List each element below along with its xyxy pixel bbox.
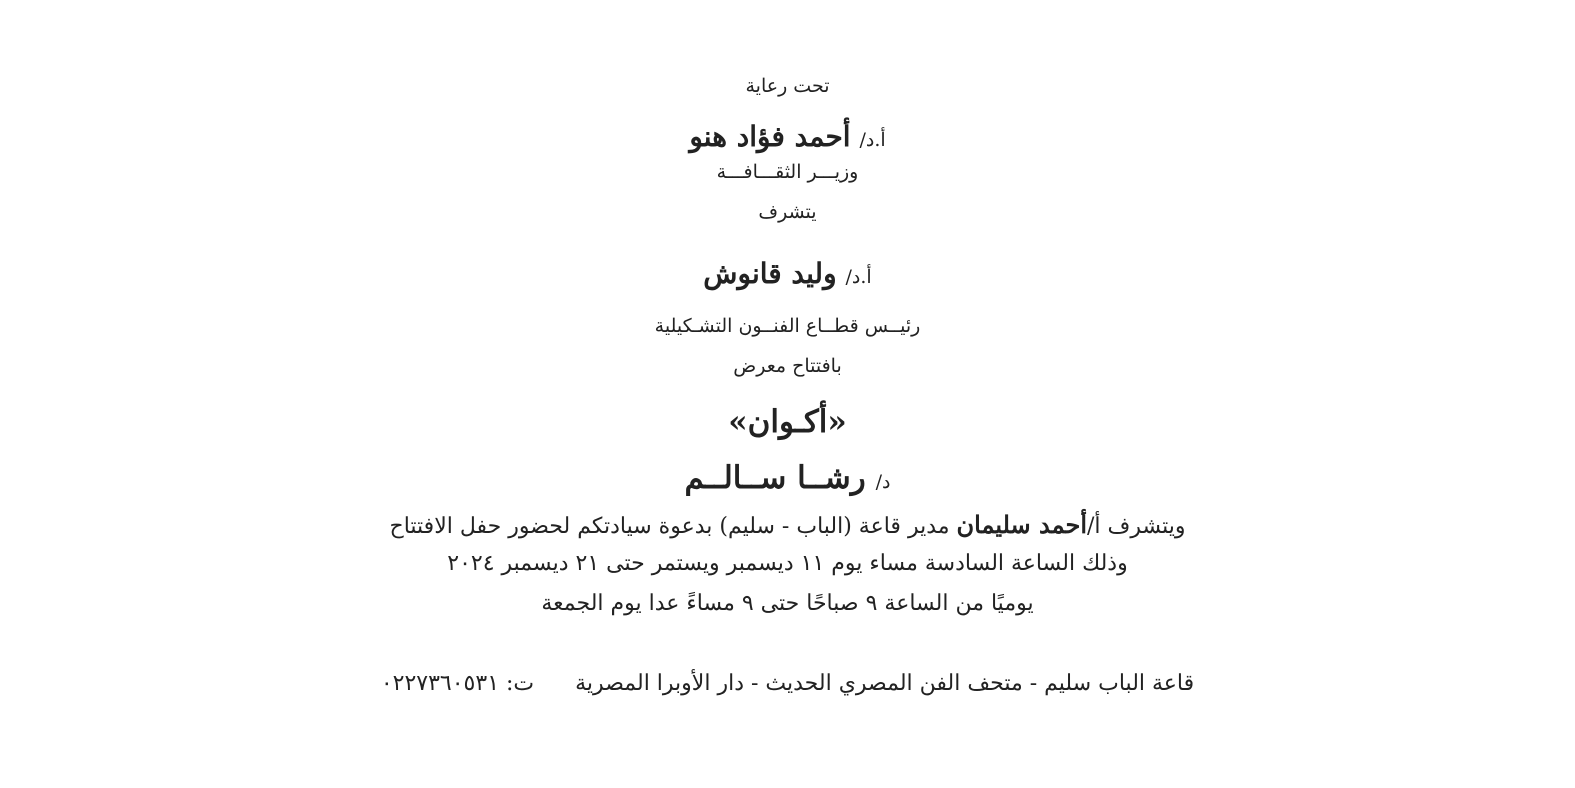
host-verb: يتشرف bbox=[758, 201, 817, 223]
host-prefix: أ.د/ bbox=[845, 266, 872, 288]
invitation-line-3: يوميًا من الساعة ٩ صباحًا حتى ٩ مساءً عدا يوم الجمعة bbox=[541, 591, 1034, 616]
host-action: بافتتاح معرض bbox=[733, 355, 842, 377]
invitation-line-1 bbox=[0, 510, 1575, 539]
minister-name: أحمد فؤاد هنو bbox=[689, 120, 851, 153]
artist-line bbox=[0, 460, 1575, 496]
minister-title: وزيـــر الثقـــافـــة bbox=[716, 161, 859, 183]
phone-number: ت: ٠٢٢٧٣٦٠٥٣١ bbox=[380, 671, 535, 696]
host-line bbox=[0, 257, 1575, 290]
gallery-director-name: أحمد سليمان bbox=[956, 510, 1087, 539]
minister-prefix: أ.د/ bbox=[859, 129, 886, 151]
artist-name: رشــا ســالــم bbox=[684, 460, 866, 496]
venue-address: قاعة الباب سليم - متحف الفن المصري الحديث - دار الأوبرا المصرية bbox=[575, 671, 1195, 696]
patronage-intro: تحت رعاية bbox=[745, 75, 830, 97]
minister-line bbox=[0, 120, 1575, 153]
artist-prefix: د/ bbox=[875, 471, 891, 493]
invitation-line-2: وذلك الساعة السادسة مساء يوم ١١ ديسمبر ويستمر حتى ٢١ ديسمبر ٢٠٢٤ bbox=[447, 551, 1128, 576]
host-name: وليد قانوش bbox=[703, 257, 837, 290]
footer-line bbox=[0, 673, 1575, 695]
host-title: رئيــس قطــاع الفنــون التشـكيلية bbox=[654, 315, 921, 337]
invitation-line-1-start: ويتشرف أ/ bbox=[1087, 514, 1186, 539]
exhibition-title: «أكـوان» bbox=[728, 404, 847, 440]
invitation-line-1-end: مدير قاعة (الباب - سليم) بدعوة سيادتكم لحضور حفل الافتتاح bbox=[389, 514, 950, 539]
